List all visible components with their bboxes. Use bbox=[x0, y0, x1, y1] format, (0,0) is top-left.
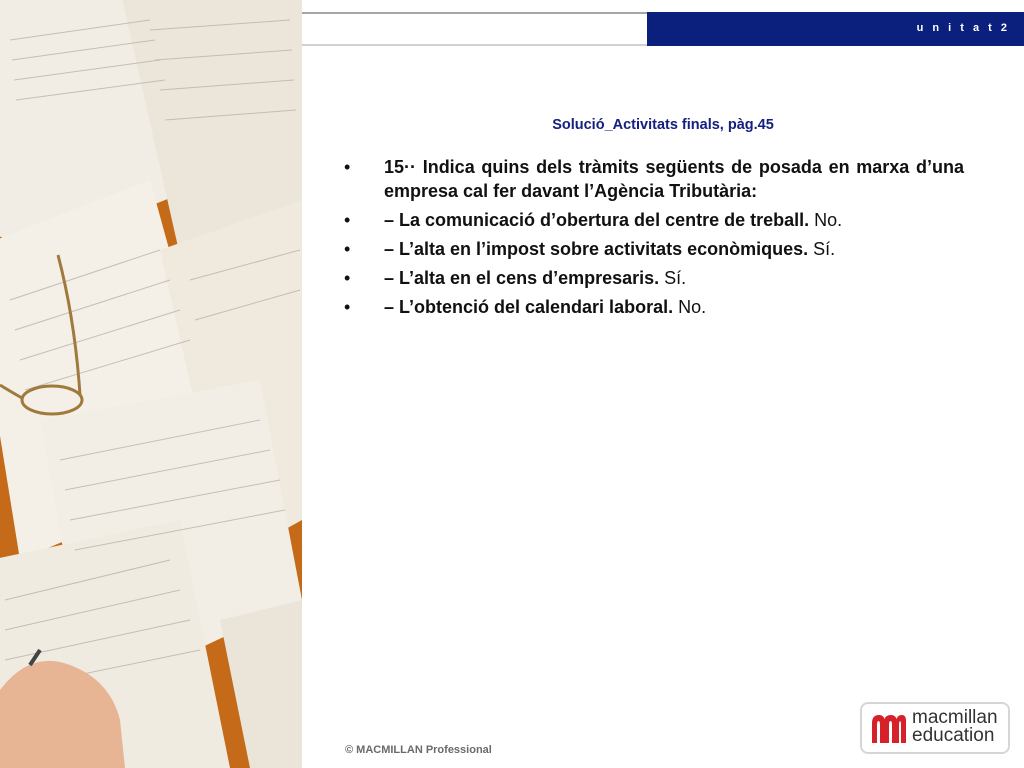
bullet-list bbox=[340, 155, 964, 324]
bullet-marker: • bbox=[344, 268, 351, 288]
decorative-photo-panel bbox=[0, 0, 302, 768]
bullet-text-bold: 15·· Indica quins dels tràmits següents de posada en marxa d’una empresa cal fer davant l’Agència Tributària: bbox=[384, 157, 964, 201]
bullet-item bbox=[340, 237, 964, 261]
bullet-marker: • bbox=[344, 210, 351, 230]
bullet-marker: • bbox=[344, 239, 351, 259]
header-rule bbox=[302, 12, 647, 46]
bullet-answer: Sí. bbox=[808, 239, 836, 259]
bullet-answer: No. bbox=[673, 297, 707, 317]
bullet-item bbox=[340, 208, 964, 232]
logo-line-1: macmillan bbox=[912, 707, 998, 728]
logo-line-2: education bbox=[912, 725, 995, 746]
macmillan-education-logo bbox=[860, 702, 1010, 754]
bullet-marker: • bbox=[344, 297, 351, 317]
bullet-text-bold: – L’alta en el cens d’empresaris. bbox=[384, 268, 660, 288]
bullet-marker: • bbox=[344, 157, 351, 177]
bullet-item bbox=[340, 155, 964, 203]
slide-title: Solució_Activitats finals, pàg.45 bbox=[552, 117, 774, 133]
logo-wordmark bbox=[912, 709, 998, 745]
macmillan-logo-icon bbox=[870, 711, 908, 745]
bullet-item bbox=[340, 295, 964, 319]
bullet-answer: Sí. bbox=[659, 268, 687, 288]
bullet-answer: No. bbox=[809, 210, 843, 230]
unit-label: u n i t a t 2 bbox=[916, 22, 1010, 34]
bullet-text-bold: – L’obtenció del calendari laboral. bbox=[384, 297, 674, 317]
tax-forms-illustration bbox=[0, 0, 302, 768]
header-bar bbox=[647, 12, 1024, 46]
bullet-text-bold: – L’alta en l’impost sobre activitats econòmiques. bbox=[384, 239, 809, 259]
bullet-item bbox=[340, 266, 964, 290]
bullet-text-bold: – La comunicació d’obertura del centre de treball. bbox=[384, 210, 810, 230]
copyright-notice: © MACMILLAN Professional bbox=[345, 744, 492, 756]
